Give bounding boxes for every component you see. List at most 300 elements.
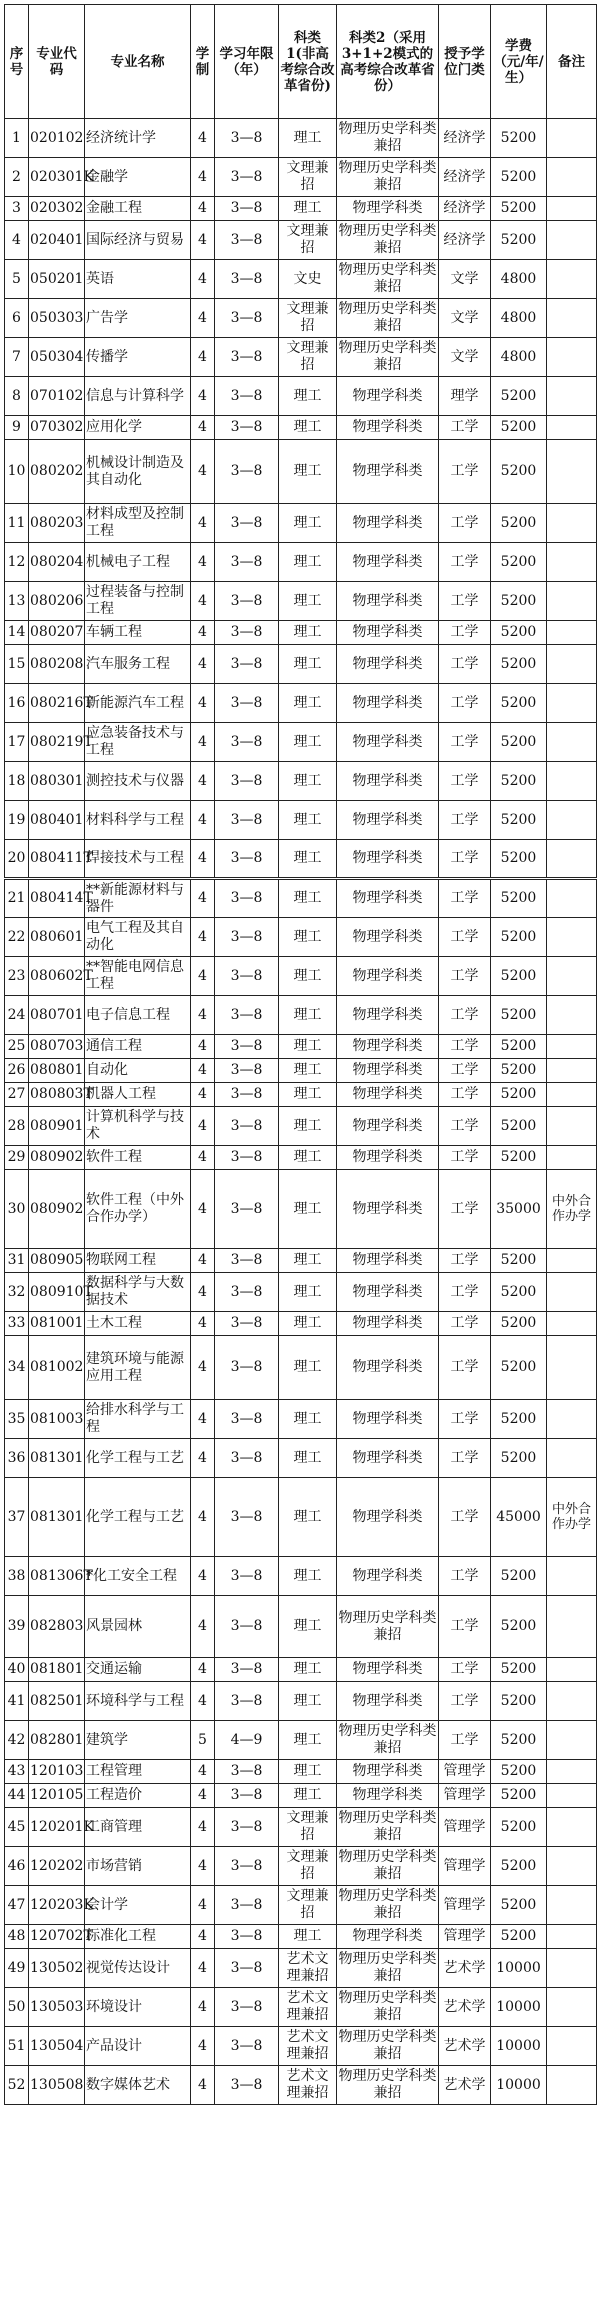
cell-fee: 5200 — [491, 1557, 547, 1596]
cell-fee: 4800 — [491, 299, 547, 338]
cell-cat2: 物理学科类 — [337, 1059, 439, 1083]
cell-years: 3—8 — [215, 840, 279, 879]
cell-name: 自动化 — [85, 1059, 191, 1083]
cell-cat2: 物理学科类 — [337, 1682, 439, 1721]
cell-seq: 49 — [5, 1949, 29, 1988]
cell-cat2: 物理学科类 — [337, 1925, 439, 1949]
cell-years: 3—8 — [215, 2027, 279, 2066]
header-degree: 授予学位门类 — [439, 5, 491, 119]
cell-cat2: 物理历史学科类兼招 — [337, 1847, 439, 1886]
cell-fee: 5200 — [491, 645, 547, 684]
cell-name: 计算机科学与技术 — [85, 1107, 191, 1146]
cell-cat1: 理工 — [279, 840, 337, 879]
cell-degree: 艺术学 — [439, 2066, 491, 2105]
cell-seq: 39 — [5, 1596, 29, 1658]
cell-cat1: 理工 — [279, 1478, 337, 1557]
cell-system: 4 — [191, 1847, 215, 1886]
cell-system: 4 — [191, 879, 215, 918]
cell-note — [547, 2027, 597, 2066]
cell-note — [547, 1249, 597, 1273]
table-row — [5, 440, 597, 504]
cell-system: 4 — [191, 762, 215, 801]
cell-degree: 工学 — [439, 1478, 491, 1557]
cell-cat2: 物理学科类 — [337, 1312, 439, 1336]
cell-cat2: 物理历史学科类兼招 — [337, 260, 439, 299]
cell-name: 化学工程与工艺 — [85, 1478, 191, 1557]
cell-code: 080414T — [29, 879, 85, 918]
cell-years: 3—8 — [215, 957, 279, 996]
table-row — [5, 377, 597, 416]
cell-fee: 5200 — [491, 918, 547, 957]
table-row — [5, 1107, 597, 1146]
table-row — [5, 1760, 597, 1784]
cell-fee: 5200 — [491, 543, 547, 582]
cell-name: 物联网工程 — [85, 1249, 191, 1273]
cell-seq: 44 — [5, 1784, 29, 1808]
cell-seq: 26 — [5, 1059, 29, 1083]
cell-name: 过程装备与控制工程 — [85, 582, 191, 621]
cell-cat2: 物理历史学科类兼招 — [337, 158, 439, 197]
cell-degree: 工学 — [439, 1312, 491, 1336]
cell-name: 新能源汽车工程 — [85, 684, 191, 723]
cell-name: 通信工程 — [85, 1035, 191, 1059]
cell-system: 4 — [191, 1596, 215, 1658]
cell-code: 120103 — [29, 1760, 85, 1784]
cell-name: 汽车服务工程 — [85, 645, 191, 684]
cell-note — [547, 1312, 597, 1336]
cell-seq: 9 — [5, 416, 29, 440]
cell-code: 080219T — [29, 723, 85, 762]
cell-code: 080602T — [29, 957, 85, 996]
cell-cat2: 物理历史学科类兼招 — [337, 1721, 439, 1760]
cell-code: 080207 — [29, 621, 85, 645]
table-body — [5, 119, 597, 2105]
cell-years: 3—8 — [215, 1557, 279, 1596]
header-fee: 学费（元/年/生） — [491, 5, 547, 119]
cell-note — [547, 1557, 597, 1596]
cell-cat2: 物理学科类 — [337, 1146, 439, 1170]
cell-code: 020302 — [29, 197, 85, 221]
cell-fee: 5200 — [491, 957, 547, 996]
cell-note — [547, 1083, 597, 1107]
cell-note — [547, 221, 597, 260]
cell-cat1: 文理兼招 — [279, 1808, 337, 1847]
cell-fee: 10000 — [491, 1949, 547, 1988]
cell-years: 3—8 — [215, 684, 279, 723]
cell-degree: 工学 — [439, 1336, 491, 1400]
cell-system: 4 — [191, 158, 215, 197]
cell-name: 机器人工程 — [85, 1083, 191, 1107]
cell-fee: 5200 — [491, 879, 547, 918]
cell-note — [547, 158, 597, 197]
cell-note: 中外合作办学 — [547, 1478, 597, 1557]
cell-seq: 28 — [5, 1107, 29, 1146]
cell-system: 5 — [191, 1721, 215, 1760]
cell-seq: 21 — [5, 879, 29, 918]
cell-seq: 36 — [5, 1439, 29, 1478]
cell-cat1: 理工 — [279, 684, 337, 723]
cell-cat2: 物理学科类 — [337, 1478, 439, 1557]
cell-code: 070102 — [29, 377, 85, 416]
table-row — [5, 840, 597, 879]
cell-degree: 工学 — [439, 723, 491, 762]
cell-degree: 工学 — [439, 1439, 491, 1478]
table-row — [5, 338, 597, 377]
cell-fee: 5200 — [491, 1886, 547, 1925]
cell-cat2: 物理学科类 — [337, 684, 439, 723]
cell-cat2: 物理学科类 — [337, 1658, 439, 1682]
cell-name: 电子信息工程 — [85, 996, 191, 1035]
cell-note — [547, 645, 597, 684]
cell-years: 3—8 — [215, 1035, 279, 1059]
table-header-row — [5, 5, 597, 119]
cell-cat2: 物理学科类 — [337, 1336, 439, 1400]
cell-note — [547, 957, 597, 996]
cell-code: 020102 — [29, 119, 85, 158]
cell-name: 电气工程及其自动化 — [85, 918, 191, 957]
cell-code: 120203K — [29, 1886, 85, 1925]
cell-name: 交通运输 — [85, 1658, 191, 1682]
cell-system: 4 — [191, 957, 215, 996]
cell-cat1: 理工 — [279, 1059, 337, 1083]
cell-cat1: 理工 — [279, 1273, 337, 1312]
table-row — [5, 1682, 597, 1721]
cell-code: 081001 — [29, 1312, 85, 1336]
cell-seq: 10 — [5, 440, 29, 504]
cell-fee: 4800 — [491, 338, 547, 377]
cell-system: 4 — [191, 2066, 215, 2105]
cell-seq: 46 — [5, 1847, 29, 1886]
cell-code: 120105 — [29, 1784, 85, 1808]
cell-cat1: 理工 — [279, 1035, 337, 1059]
header-code: 专业代码 — [29, 5, 85, 119]
cell-years: 3—8 — [215, 197, 279, 221]
cell-years: 3—8 — [215, 1146, 279, 1170]
cell-years: 3—8 — [215, 1784, 279, 1808]
cell-seq: 40 — [5, 1658, 29, 1682]
table-row — [5, 1949, 597, 1988]
cell-name: 标准化工程 — [85, 1925, 191, 1949]
cell-years: 3—8 — [215, 879, 279, 918]
cell-cat1: 理工 — [279, 416, 337, 440]
cell-cat2: 物理学科类 — [337, 377, 439, 416]
cell-name: 数字媒体艺术 — [85, 2066, 191, 2105]
cell-code: 082801 — [29, 1721, 85, 1760]
cell-name: 视觉传达设计 — [85, 1949, 191, 1988]
cell-code: 080204 — [29, 543, 85, 582]
cell-system: 4 — [191, 1760, 215, 1784]
cell-cat1: 理工 — [279, 762, 337, 801]
cell-name: **新能源材料与器件 — [85, 879, 191, 918]
cell-seq: 47 — [5, 1886, 29, 1925]
cell-fee: 5200 — [491, 221, 547, 260]
header-years: 学习年限（年） — [215, 5, 279, 119]
cell-seq: 51 — [5, 2027, 29, 2066]
cell-seq: 27 — [5, 1083, 29, 1107]
cell-name: 英语 — [85, 260, 191, 299]
cell-cat1: 理工 — [279, 1596, 337, 1658]
cell-cat1: 理工 — [279, 1721, 337, 1760]
table-row — [5, 1059, 597, 1083]
cell-years: 3—8 — [215, 1107, 279, 1146]
cell-seq: 37 — [5, 1478, 29, 1557]
cell-years: 3—8 — [215, 1478, 279, 1557]
cell-system: 4 — [191, 801, 215, 840]
cell-cat1: 理工 — [279, 1312, 337, 1336]
cell-years: 3—8 — [215, 918, 279, 957]
cell-fee: 5200 — [491, 1083, 547, 1107]
cell-note — [547, 1847, 597, 1886]
cell-cat2: 物理历史学科类兼招 — [337, 1988, 439, 2027]
cell-years: 3—8 — [215, 1083, 279, 1107]
cell-years: 3—8 — [215, 1273, 279, 1312]
cell-years: 3—8 — [215, 1336, 279, 1400]
cell-degree: 工学 — [439, 1059, 491, 1083]
cell-years: 3—8 — [215, 1760, 279, 1784]
cell-degree: 工学 — [439, 645, 491, 684]
cell-note — [547, 1721, 597, 1760]
cell-note — [547, 684, 597, 723]
cell-years: 3—8 — [215, 645, 279, 684]
cell-degree: 工学 — [439, 918, 491, 957]
cell-years: 3—8 — [215, 723, 279, 762]
cell-years: 3—8 — [215, 1596, 279, 1658]
cell-name: 工程造价 — [85, 1784, 191, 1808]
cell-cat2: 物理历史学科类兼招 — [337, 1808, 439, 1847]
cell-note — [547, 762, 597, 801]
cell-code: 080901 — [29, 1107, 85, 1146]
cell-name: 金融工程 — [85, 197, 191, 221]
cell-system: 4 — [191, 1400, 215, 1439]
cell-fee: 5200 — [491, 1336, 547, 1400]
cell-cat2: 物理学科类 — [337, 1760, 439, 1784]
cell-cat2: 物理学科类 — [337, 801, 439, 840]
cell-name: 材料成型及控制工程 — [85, 504, 191, 543]
cell-name: 软件工程 — [85, 1146, 191, 1170]
cell-name: 风景园林 — [85, 1596, 191, 1658]
cell-fee: 5200 — [491, 1808, 547, 1847]
cell-years: 3—8 — [215, 221, 279, 260]
cell-seq: 16 — [5, 684, 29, 723]
cell-years: 3—8 — [215, 119, 279, 158]
header-cat1: 科类1(非高考综合改革省份) — [279, 5, 337, 119]
cell-degree: 工学 — [439, 1557, 491, 1596]
cell-code: 080301 — [29, 762, 85, 801]
cell-degree: 经济学 — [439, 119, 491, 158]
cell-cat1: 理工 — [279, 621, 337, 645]
cell-note — [547, 1336, 597, 1400]
cell-degree: 管理学 — [439, 1808, 491, 1847]
cell-system: 4 — [191, 1146, 215, 1170]
cell-cat1: 理工 — [279, 1760, 337, 1784]
cell-cat1: 理工 — [279, 197, 337, 221]
cell-code: 080902 — [29, 1170, 85, 1249]
cell-degree: 管理学 — [439, 1886, 491, 1925]
cell-note — [547, 504, 597, 543]
cell-degree: 工学 — [439, 1249, 491, 1273]
header-name: 专业名称 — [85, 5, 191, 119]
cell-degree: 工学 — [439, 1658, 491, 1682]
cell-system: 4 — [191, 1439, 215, 1478]
cell-seq: 20 — [5, 840, 29, 879]
cell-cat2: 物理历史学科类兼招 — [337, 1596, 439, 1658]
cell-cat2: 物理学科类 — [337, 1400, 439, 1439]
cell-years: 3—8 — [215, 1925, 279, 1949]
cell-cat1: 文理兼招 — [279, 338, 337, 377]
cell-note — [547, 1596, 597, 1658]
table-row — [5, 1478, 597, 1557]
cell-fee: 5200 — [491, 1439, 547, 1478]
cell-seq: 42 — [5, 1721, 29, 1760]
table-row — [5, 801, 597, 840]
cell-degree: 工学 — [439, 582, 491, 621]
table-row — [5, 260, 597, 299]
table-row — [5, 1400, 597, 1439]
cell-cat2: 物理学科类 — [337, 996, 439, 1035]
cell-degree: 管理学 — [439, 1925, 491, 1949]
cell-fee: 5200 — [491, 840, 547, 879]
cell-degree: 管理学 — [439, 1784, 491, 1808]
cell-degree: 工学 — [439, 504, 491, 543]
header-system: 学制 — [191, 5, 215, 119]
cell-cat2: 物理学科类 — [337, 1107, 439, 1146]
cell-degree: 工学 — [439, 879, 491, 918]
cell-system: 4 — [191, 1273, 215, 1312]
cell-degree: 工学 — [439, 957, 491, 996]
cell-cat1: 理工 — [279, 1658, 337, 1682]
cell-note — [547, 582, 597, 621]
cell-system: 4 — [191, 2027, 215, 2066]
cell-note — [547, 1439, 597, 1478]
cell-fee: 5200 — [491, 1596, 547, 1658]
cell-note — [547, 1658, 597, 1682]
cell-degree: 工学 — [439, 543, 491, 582]
cell-seq: 34 — [5, 1336, 29, 1400]
cell-system: 4 — [191, 1312, 215, 1336]
table-row — [5, 1170, 597, 1249]
cell-system: 4 — [191, 416, 215, 440]
table-row — [5, 1886, 597, 1925]
cell-years: 3—8 — [215, 1400, 279, 1439]
cell-code: 081002 — [29, 1336, 85, 1400]
cell-years: 3—8 — [215, 377, 279, 416]
cell-years: 3—8 — [215, 1059, 279, 1083]
cell-cat2: 物理学科类 — [337, 1784, 439, 1808]
cell-name: 工商管理 — [85, 1808, 191, 1847]
cell-degree: 文学 — [439, 260, 491, 299]
cell-system: 4 — [191, 1336, 215, 1400]
cell-seq: 14 — [5, 621, 29, 645]
cell-name: 环境设计 — [85, 1988, 191, 2027]
cell-cat1: 文史 — [279, 260, 337, 299]
table-row — [5, 1249, 597, 1273]
cell-name: 应急装备技术与工程 — [85, 723, 191, 762]
cell-code: 070302 — [29, 416, 85, 440]
cell-years: 3—8 — [215, 1988, 279, 2027]
cell-fee: 5200 — [491, 1400, 547, 1439]
cell-cat2: 物理学科类 — [337, 621, 439, 645]
cell-system: 4 — [191, 1035, 215, 1059]
cell-system: 4 — [191, 543, 215, 582]
cell-cat2: 物理学科类 — [337, 1035, 439, 1059]
cell-name: 材料科学与工程 — [85, 801, 191, 840]
table-row — [5, 1808, 597, 1847]
cell-code: 081301 — [29, 1478, 85, 1557]
cell-seq: 3 — [5, 197, 29, 221]
cell-cat1: 理工 — [279, 1682, 337, 1721]
cell-system: 4 — [191, 840, 215, 879]
cell-code: 081801 — [29, 1658, 85, 1682]
cell-system: 4 — [191, 377, 215, 416]
cell-fee: 10000 — [491, 2027, 547, 2066]
cell-note — [547, 299, 597, 338]
cell-cat1: 文理兼招 — [279, 1886, 337, 1925]
cell-years: 3—8 — [215, 1439, 279, 1478]
cell-cat1: 理工 — [279, 996, 337, 1035]
cell-fee: 5200 — [491, 1721, 547, 1760]
cell-cat2: 物理学科类 — [337, 1249, 439, 1273]
cell-name: 应用化学 — [85, 416, 191, 440]
cell-seq: 29 — [5, 1146, 29, 1170]
cell-name: 测控技术与仪器 — [85, 762, 191, 801]
cell-note — [547, 338, 597, 377]
cell-fee: 5200 — [491, 1146, 547, 1170]
cell-system: 4 — [191, 1682, 215, 1721]
table-row — [5, 1312, 597, 1336]
cell-degree: 工学 — [439, 1035, 491, 1059]
cell-cat2: 物理学科类 — [337, 957, 439, 996]
cell-seq: 31 — [5, 1249, 29, 1273]
cell-years: 3—8 — [215, 762, 279, 801]
cell-seq: 30 — [5, 1170, 29, 1249]
cell-name: 金融学 — [85, 158, 191, 197]
cell-name: *化工安全工程 — [85, 1557, 191, 1596]
cell-code: 081301 — [29, 1439, 85, 1478]
cell-cat1: 理工 — [279, 440, 337, 504]
cell-seq: 1 — [5, 119, 29, 158]
cell-note — [547, 1760, 597, 1784]
cell-code: 081306T — [29, 1557, 85, 1596]
cell-note — [547, 1400, 597, 1439]
cell-fee: 5200 — [491, 762, 547, 801]
table-row — [5, 1784, 597, 1808]
cell-cat2: 物理学科类 — [337, 723, 439, 762]
cell-code: 080801 — [29, 1059, 85, 1083]
cell-years: 3—8 — [215, 338, 279, 377]
cell-degree: 经济学 — [439, 158, 491, 197]
cell-fee: 5200 — [491, 1784, 547, 1808]
cell-fee: 5200 — [491, 723, 547, 762]
cell-code: 130503 — [29, 1988, 85, 2027]
cell-fee: 5200 — [491, 377, 547, 416]
cell-code: 050201 — [29, 260, 85, 299]
cell-cat1: 理工 — [279, 645, 337, 684]
cell-fee: 5200 — [491, 1035, 547, 1059]
table-row — [5, 645, 597, 684]
cell-years: 3—8 — [215, 621, 279, 645]
table-row — [5, 723, 597, 762]
cell-years: 3—8 — [215, 1886, 279, 1925]
cell-cat1: 艺术文理兼招 — [279, 1988, 337, 2027]
cell-name: 机械电子工程 — [85, 543, 191, 582]
cell-degree: 工学 — [439, 1083, 491, 1107]
cell-note — [547, 621, 597, 645]
cell-note — [547, 879, 597, 918]
cell-note — [547, 1682, 597, 1721]
cell-system: 4 — [191, 723, 215, 762]
cell-seq: 15 — [5, 645, 29, 684]
cell-fee: 5200 — [491, 1059, 547, 1083]
